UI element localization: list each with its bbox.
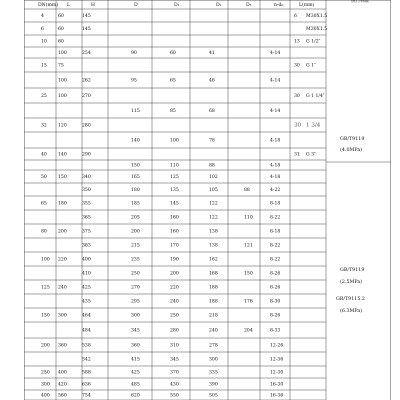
cell-d2: 335	[209, 370, 218, 376]
cell-nd: 12-26	[270, 343, 284, 349]
table-header	[38, 0, 370, 8]
cell-h: 754	[82, 393, 91, 399]
cell-d: 345	[131, 328, 140, 334]
cell-dn: 15	[41, 63, 47, 69]
cell-d2: 168	[209, 271, 218, 277]
cell-l: 150	[58, 175, 67, 181]
cell-d: 205	[131, 215, 140, 221]
cell-dn: 40	[41, 152, 47, 158]
cell-nd: 8-22	[270, 243, 281, 249]
cell-d1: 310	[170, 343, 179, 349]
cell-d: 250	[131, 271, 140, 277]
cell-dn: 50	[41, 175, 47, 181]
header-standard: 执行标准	[351, 0, 370, 4]
cell-d1: 550	[170, 393, 179, 399]
cell-h: 355	[82, 201, 91, 207]
cell-d2: 505	[209, 393, 218, 399]
cell-thread: G 1/2″	[306, 39, 321, 45]
cell-l: 200	[58, 229, 67, 235]
cell-d1: 100	[170, 138, 179, 144]
cell-d: 295	[131, 299, 140, 305]
header-d2: D₂	[216, 3, 222, 8]
cell-d2: 138	[209, 229, 218, 235]
cell-d: 90	[131, 51, 137, 57]
cell-l: 300	[58, 313, 67, 319]
standard-a-line2: (4.0MPa)	[340, 148, 363, 153]
cell-d2: 78	[209, 138, 215, 144]
cell-d: 150	[131, 163, 140, 169]
header-d1: D₁	[174, 3, 180, 8]
cell-nd: 16-36	[270, 393, 284, 399]
cell-nd: 4-14	[270, 51, 281, 57]
cell-h: 383	[82, 243, 91, 249]
cell-l: 400	[58, 370, 67, 376]
cell-d: 115	[131, 109, 140, 115]
cell-thread: G 1 1/4″	[306, 94, 325, 100]
cell-h: 365	[82, 215, 91, 221]
cell-d: 485	[131, 382, 140, 388]
cell-h: 290	[82, 152, 91, 158]
cell-h: 145	[82, 14, 91, 20]
cell-d1: 370	[170, 370, 179, 376]
cell-d2: 218	[209, 313, 218, 319]
cell-d2: 162	[209, 257, 218, 263]
cell-nd: 4-18	[270, 175, 281, 181]
cell-d: 425	[131, 370, 140, 376]
cell-d2: 278	[209, 343, 218, 349]
cell-dn: 100	[41, 257, 50, 263]
cell-h: 588	[82, 370, 91, 376]
cell-dn: 250	[41, 370, 50, 376]
cell-d2: 68	[209, 109, 215, 115]
cell-d2: 240	[209, 328, 218, 334]
cell-d2: 390	[209, 382, 218, 388]
cell-d: 215	[131, 243, 140, 249]
table-body	[41, 13, 327, 399]
cell-d1: 345	[170, 357, 179, 363]
cell-nd: 4-14	[270, 109, 281, 115]
cell-h: 400	[82, 257, 91, 263]
cell-d: 415	[131, 357, 140, 363]
cell-d2: 138	[209, 243, 218, 249]
cell-d1: 430	[170, 382, 179, 388]
cell-d2: 122	[209, 201, 218, 207]
cell-thread: G 3″	[306, 152, 316, 158]
table-grid	[24, 0, 391, 400]
cell-d2: 105	[209, 188, 218, 194]
cell-l: 560	[58, 393, 67, 399]
header-dn: DN(mm)	[38, 3, 58, 8]
cell-nd: 12-36	[270, 357, 284, 363]
cell-d3: 110	[244, 215, 253, 221]
cell-nd: 4-18	[270, 138, 281, 144]
header-h: H	[91, 3, 96, 8]
cell-dn: 10	[41, 39, 47, 45]
standard-c-line1: GB/T9115.2	[336, 297, 365, 302]
cell-d1: 200	[170, 271, 179, 277]
cell-d: 180	[131, 188, 140, 194]
cell-h: 262	[82, 78, 91, 84]
cell-l: 240	[58, 285, 67, 291]
cell-d: 620	[131, 393, 140, 399]
cell-dn: 6	[41, 27, 44, 33]
cell-thread: M30X1.5	[306, 14, 328, 20]
cell-l: 140	[58, 152, 67, 158]
cell-d1: 190	[170, 257, 179, 263]
cell-dn: 200	[41, 343, 50, 349]
cell-d: 165	[131, 175, 140, 181]
cell-d2: 88	[209, 163, 215, 169]
cell-lmm: 6	[294, 14, 297, 20]
cell-d: 140	[131, 138, 140, 144]
cell-l: 60	[58, 39, 64, 45]
cell-dn: 32	[41, 123, 47, 129]
cell-lmm: 31	[294, 152, 300, 158]
cell-d1: 125	[170, 175, 179, 181]
cell-h: 464	[82, 313, 91, 319]
cell-thread: G 1″	[306, 63, 316, 69]
cell-d: 95	[131, 78, 137, 84]
cell-d2: 122	[209, 215, 218, 221]
cell-h: 375	[82, 229, 91, 235]
cell-l: 100	[58, 94, 67, 100]
cell-nd: 4-22	[270, 188, 281, 194]
header-nd: n-d₀	[274, 3, 284, 8]
cell-d2: 188	[209, 299, 218, 305]
cell-d: 200	[131, 229, 140, 235]
cell-d: 300	[131, 313, 140, 319]
cell-nd: 4-14	[270, 78, 281, 84]
cell-h: 636	[82, 382, 91, 388]
cell-d1: 145	[170, 201, 179, 207]
cell-d: 270	[131, 285, 140, 291]
cell-d: 360	[131, 343, 140, 349]
cell-d1: 110	[170, 163, 179, 169]
cell-d1: 240	[170, 299, 179, 305]
cell-d1: 60	[170, 51, 176, 57]
cell-h: 435	[82, 299, 91, 305]
cell-d3: 176	[244, 299, 253, 305]
cell-dn: 400	[41, 393, 50, 399]
cell-d1: 160	[170, 229, 179, 235]
cell-d3: 204	[244, 328, 253, 334]
cell-nd: 16-30	[270, 382, 284, 388]
standard-b-line2: (2.5MPa)	[340, 280, 363, 285]
dimension-table	[24, 0, 391, 400]
cell-d: 235	[131, 257, 140, 263]
cell-lmm: 30	[294, 122, 302, 129]
cell-nd: 8-22	[270, 215, 281, 221]
cell-d1: 170	[170, 243, 179, 249]
cell-dn: 80	[41, 229, 47, 235]
cell-nd: 8-33	[270, 328, 281, 334]
cell-l: 60	[58, 14, 64, 20]
cell-d3: 121	[244, 243, 253, 249]
cell-l: 100	[58, 51, 67, 57]
cell-lmm: 30	[294, 94, 300, 100]
cell-h: 410	[82, 271, 91, 277]
cell-l: 420	[58, 382, 67, 388]
cell-h: 484	[82, 328, 91, 334]
cell-d1: 160	[170, 215, 179, 221]
cell-h: 280	[82, 123, 91, 129]
cell-lmm: 13	[294, 39, 300, 45]
cell-h: 425	[82, 285, 91, 291]
cell-d1: 65	[170, 78, 176, 84]
cell-l: 220	[58, 257, 67, 263]
cell-d: 185	[131, 201, 140, 207]
cell-l: 120	[58, 123, 67, 129]
cell-h: 350	[82, 188, 91, 194]
cell-h: 542	[82, 357, 91, 363]
cell-d1: 85	[170, 109, 176, 115]
header-l: L	[67, 3, 71, 8]
cell-l: 180	[58, 201, 67, 207]
cell-h: 340	[82, 175, 91, 181]
cell-d1: 280	[170, 328, 179, 334]
standard-a-line1: GB/T9119	[340, 137, 365, 142]
cell-h: 538	[82, 343, 91, 349]
standard-column	[336, 136, 365, 314]
cell-nd: 8-26	[270, 285, 281, 291]
cell-lmm: 30	[294, 63, 300, 69]
cell-h: 270	[82, 94, 91, 100]
cell-thread: 1 3/4	[306, 122, 321, 129]
cell-d1: 135	[170, 188, 179, 194]
cell-d3: 88	[244, 188, 250, 194]
cell-h: 254	[82, 51, 91, 57]
cell-l: 75	[58, 63, 64, 69]
cell-nd: 8-18	[270, 229, 281, 235]
cell-d2: 46	[209, 78, 215, 84]
cell-nd: 4-18	[270, 163, 281, 169]
cell-nd: 8-26	[270, 271, 281, 277]
cell-nd: 12-30	[270, 370, 284, 376]
cell-d3: 150	[244, 271, 253, 277]
cell-d1: 220	[170, 285, 179, 291]
header-d: D	[134, 3, 138, 8]
cell-d1: 250	[170, 313, 179, 319]
cell-nd: 8-30	[270, 299, 281, 305]
cell-dn: 4	[41, 14, 44, 20]
cell-dn: 150	[41, 313, 50, 319]
cell-dn: 25	[41, 94, 47, 100]
cell-d2: 102	[209, 175, 218, 181]
cell-nd: 8-26	[270, 313, 281, 319]
cell-h: 145	[82, 27, 91, 33]
cell-d2: 41	[209, 51, 215, 57]
cell-dn: 125	[41, 285, 50, 291]
cell-nd: 8-22	[270, 257, 281, 263]
standard-c-line2: (6.3MPa)	[340, 309, 363, 314]
cell-l: 360	[58, 343, 67, 349]
cell-dn: 65	[41, 201, 47, 207]
cell-thread: M30X1.5	[306, 27, 328, 33]
header-d3: D₃	[246, 3, 252, 8]
cell-d2: 188	[209, 285, 218, 291]
cell-l: 100	[58, 78, 67, 84]
cell-l: 60	[58, 27, 64, 33]
cell-dn: 300	[41, 382, 50, 388]
header-lmm: L(mm)	[299, 3, 315, 8]
cell-nd: 8-18	[270, 201, 281, 207]
cell-d2: 300	[209, 357, 218, 363]
standard-b-line1: GB/T9119	[340, 268, 365, 273]
